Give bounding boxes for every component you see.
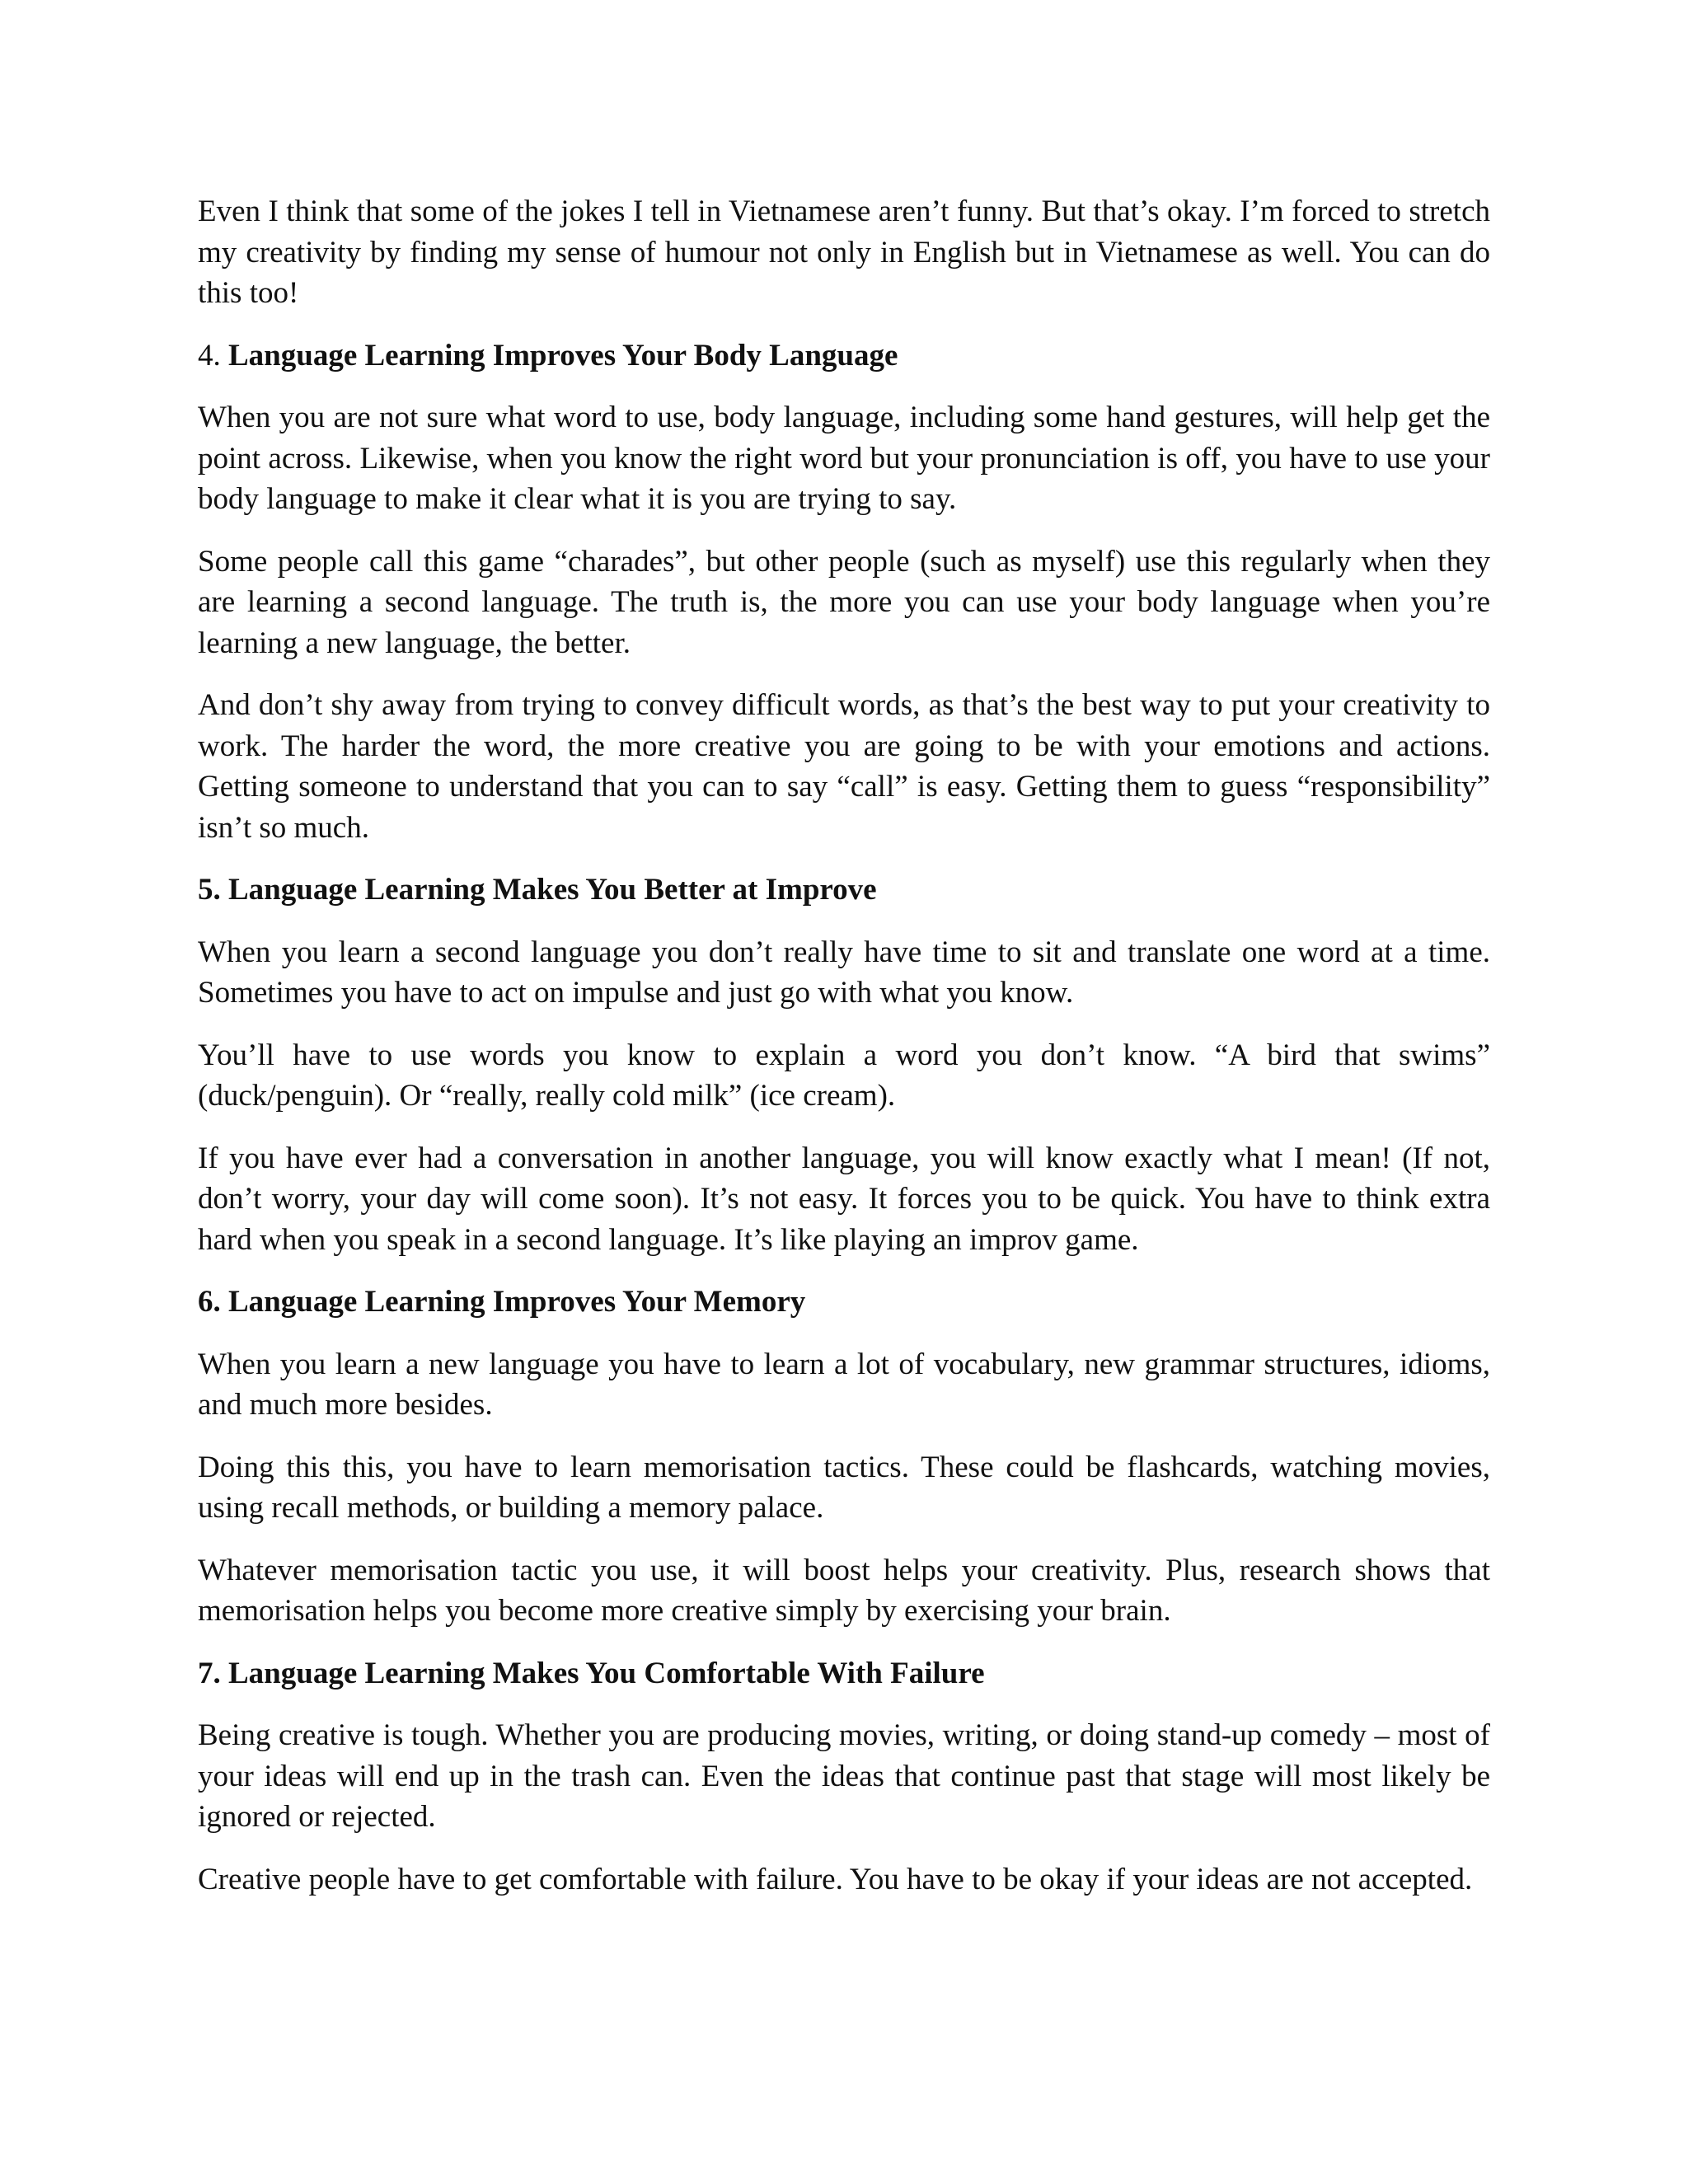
section-title: 6. Language Learning Improves Your Memory [198, 1285, 806, 1319]
paragraph-memory-1: When you learn a new language you have to learn a lot of vocabulary, new grammar structures, idioms, and much more besides. [198, 1347, 1490, 1422]
paragraph-memory-2: Doing this this, you have to learn memorisation tactics. These could be flashcards, watching movies, using recall methods, or building a memory palace. [198, 1450, 1490, 1525]
section-title: Language Learning Improves Your Body Language [228, 338, 898, 373]
paragraph-body-language-1: When you are not sure what word to use, body language, including some hand gestures, will help get the point across. Likewise, when you know the right word but your pronunciation is off, you have to use your body language to make it clear what it is you are trying to say. [198, 401, 1490, 516]
section-number: 4. [198, 338, 228, 373]
document-body [198, 191, 1490, 1921]
paragraph-jokes-vietnamese: Even I think that some of the jokes I tell in Vietnamese aren’t funny. But that’s okay. I’m forced to stretch my creativity by finding my sense of humour not only in English but in Vietnamese as well. You can do this too! [198, 194, 1490, 310]
paragraph-body-language-3: And don’t shy away from trying to convey difficult words, as that’s the best way to put your creativity to work. The harder the word, the more creative you are going to be with your emotions and actions. Getting someone to understand that you can to say “call” is easy. Getting them to guess “responsibility” isn’t so much. [198, 688, 1490, 845]
paragraph-improve-2: You’ll have to use words you know to explain a word you don’t know. “A bird that swims” (duck/penguin). Or “really, really cold milk” (ice cream). [198, 1038, 1490, 1113]
heading-5-improve [198, 869, 1490, 911]
paragraph-failure-1: Being creative is tough. Whether you are producing movies, writing, or doing stand-up comedy – most of your ideas will end up in the trash can. Even the ideas that continue past that stage will most likely be ignored or rejected. [198, 1718, 1490, 1834]
paragraph-improve-1: When you learn a second language you don’t really have time to sit and translate one word at a time. Sometimes you have to act on impulse and just go with what you know. [198, 935, 1490, 1010]
paragraph-memory-3: Whatever memorisation tactic you use, it will boost helps your creativity. Plus, research shows that memorisation helps you become more creative simply by exercising your brain. [198, 1553, 1490, 1628]
heading-4-body-language [198, 335, 1490, 377]
heading-6-memory [198, 1282, 1490, 1323]
paragraph-body-language-2: Some people call this game “charades”, but other people (such as myself) use this regularly when they are learning a second language. The truth is, the more you can use your body language when you’re learning a new language, the better. [198, 544, 1490, 660]
paragraph-improve-3: If you have ever had a conversation in another language, you will know exactly what I mean! (If not, don’t worry, your day will come soon). It’s not easy. It forces you to be quick. You have to think extra hard when you speak in a second language. It’s like playing an improv game. [198, 1141, 1490, 1257]
heading-7-failure [198, 1653, 1490, 1694]
paragraph-failure-2: Creative people have to get comfortable with failure. You have to be okay if your ideas are not accepted. [198, 1862, 1473, 1896]
section-title: 7. Language Learning Makes You Comfortable With Failure [198, 1656, 985, 1690]
section-title: 5. Language Learning Makes You Better at Improve [198, 873, 877, 907]
